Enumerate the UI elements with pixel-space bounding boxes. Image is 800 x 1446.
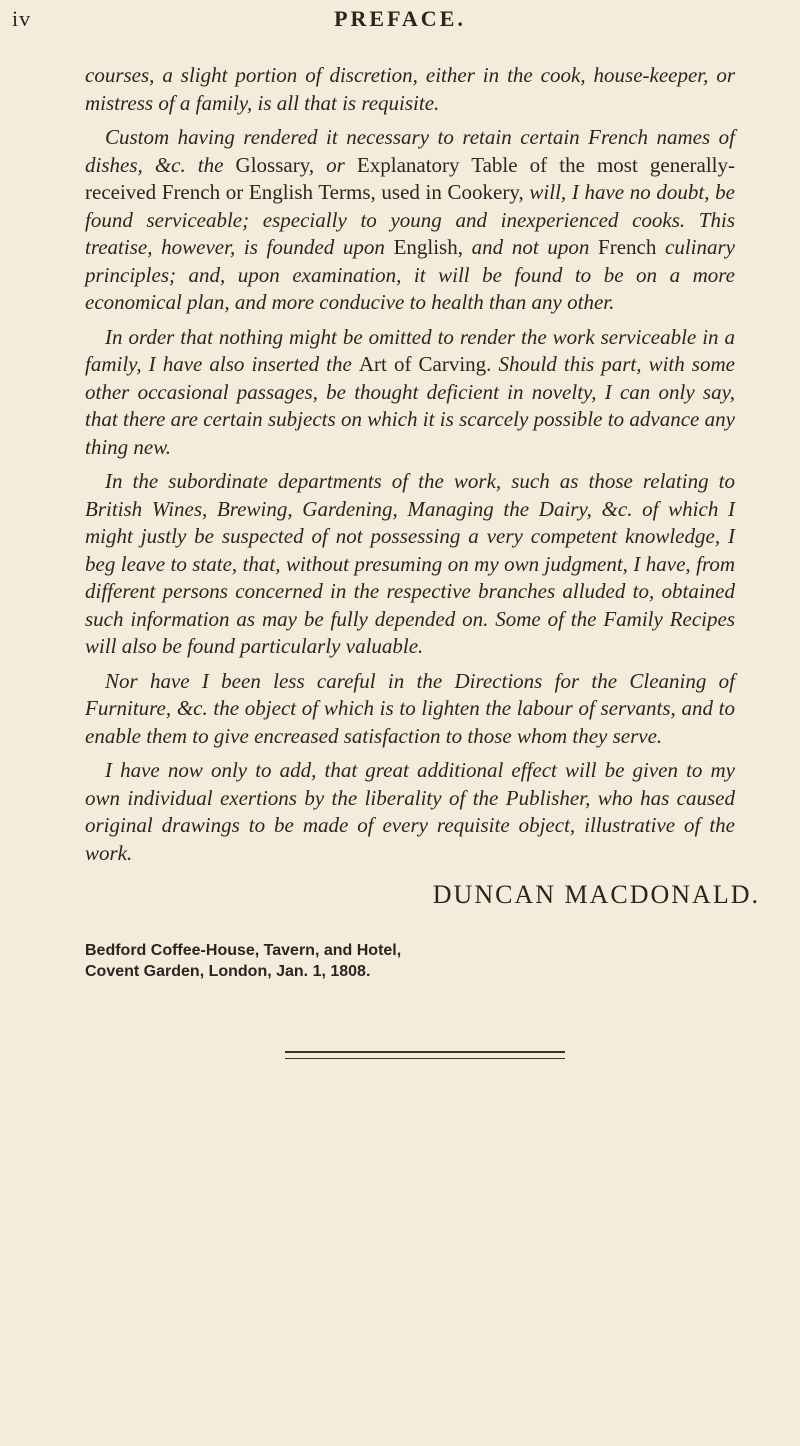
paragraph-2-text-i: culinary principles; and, upon examination, it will be found to be on a more economical plan, and more conducive to health than any other. bbox=[85, 235, 736, 314]
paragraph-2-explanatory-table: Explanatory Table of the most generally-received French or English Terms, used in Cookery, bbox=[85, 152, 735, 204]
divider-rule-thin bbox=[285, 1058, 565, 1059]
page-number: iv bbox=[12, 6, 32, 31]
dateline-date: Covent Garden, London, Jan. 1, 1808. bbox=[85, 963, 371, 980]
paragraph-2-english: English, bbox=[393, 235, 463, 259]
paragraph-3-text-a: In order that nothing might be omitted to render the work serviceable in a family, I have also inserted the bbox=[85, 324, 735, 376]
divider-rule bbox=[285, 1051, 565, 1053]
paragraph-2-glossary: Glossary, bbox=[235, 152, 315, 177]
paragraph-3-text-c: Should this part, with some other occasional passages, be thought deficient in novelty, I can only say, that there are certain subjects on which it is scarcely possible to advance any thing new. bbox=[85, 352, 735, 459]
paragraph-2-text-c: or bbox=[314, 152, 357, 177]
paragraph-1: courses, a slight portion of discretion, either in the cook, house-keeper, or mistress of a family, is all that is requisite. bbox=[85, 63, 735, 115]
paragraph-4: In the subordinate departments of the work, such as those relating to British Wines, Brewing, Gardening, Managing the Dairy, &c. of which I might justly be suspected of not possessing a very competent knowledge, I beg leave to state, that, without presuming on my own judgment, I have, from different persons concerned in the respective branches alluded to, obtained such information as may be fully depended on. Some of the Family Recipes will also be found particularly valuable. bbox=[85, 469, 735, 658]
running-head: PREFACE. bbox=[334, 6, 466, 31]
paragraph-3-art-of-carving: Art of Carving. bbox=[358, 352, 492, 376]
paragraph-2-text-g: and not upon bbox=[462, 235, 599, 259]
paragraph-6: I have now only to add, that great additional effect will be given to my own individual exertions by the liberality of the Publisher, who has caused original drawings to be made of every requisite object, illustrative of the work. bbox=[85, 758, 735, 865]
paragraph-2 bbox=[85, 124, 735, 317]
dateline-place: Bedford Coffee-House, Tavern, and Hotel, bbox=[85, 942, 402, 959]
paragraph-2-text-a: Custom having rendered it necessary to retain certain French names of dishes, &c. the bbox=[85, 125, 735, 177]
paragraph-2-text-e: will, I have no doubt, be found serviceable; especially to young and inexperienced cooks. This treatise, however, is founded upon bbox=[85, 180, 735, 259]
paragraph-3 bbox=[85, 324, 735, 462]
paragraph-5: Nor have I been less careful in the Directions for the Cleaning of Furniture, &c. the object of which is to lighten the labour of servants, and to enable them to give encreased satisfaction to those whom they serve. bbox=[85, 668, 735, 748]
dateline bbox=[85, 940, 401, 982]
paragraph-2-french: French bbox=[598, 235, 657, 259]
preface-body bbox=[85, 62, 735, 874]
author-signature: DUNCAN MACDONALD. bbox=[432, 880, 760, 909]
